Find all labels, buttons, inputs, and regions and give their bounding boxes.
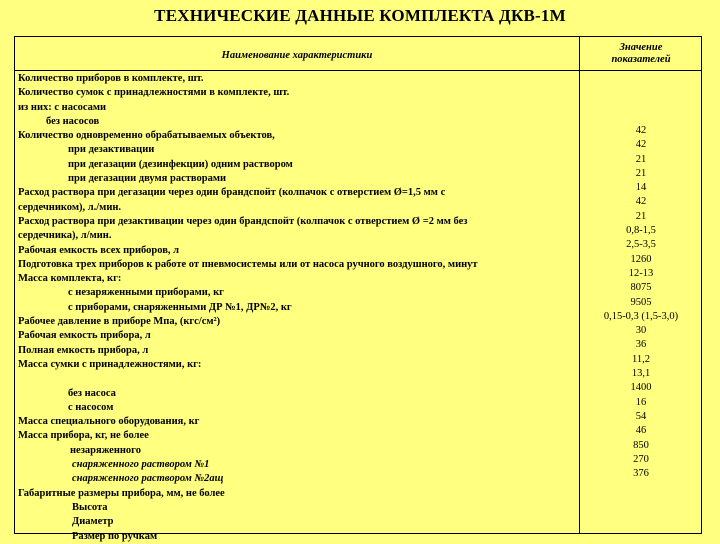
characteristic-line: Размер по ручкам bbox=[72, 530, 158, 542]
characteristic-line: без насосов bbox=[46, 115, 100, 127]
value-cell: 2,5-3,5 bbox=[626, 239, 656, 251]
characteristic-line: снаряженного раствором №2ащ bbox=[72, 473, 224, 485]
value-cell: 9505 bbox=[630, 296, 652, 308]
value-cell: 21 bbox=[635, 167, 647, 179]
header-value-line2: показателей bbox=[611, 54, 671, 65]
characteristic-line: Диаметр bbox=[72, 516, 114, 528]
value-cell: 42 bbox=[635, 139, 647, 151]
characteristic-line: Масса специального оборудования, кг bbox=[18, 416, 200, 428]
value-cell: 46 bbox=[635, 425, 647, 437]
value-cell: 21 bbox=[635, 153, 647, 165]
characteristic-line: с незаряженными приборами, кг bbox=[68, 287, 224, 299]
characteristic-line: Габаритные размеры прибора, мм, не более bbox=[18, 487, 225, 499]
characteristic-line: Масса прибора, кг, не более bbox=[18, 430, 149, 442]
value-cell: 1400 bbox=[630, 382, 652, 394]
characteristic-line: при дегазации (дезинфекции) одним раствором bbox=[68, 158, 293, 170]
characteristic-line: Высота bbox=[72, 501, 108, 513]
characteristic-line: Количество сумок с принадлежностями в комплекте, шт. bbox=[18, 87, 290, 99]
characteristic-line: Расход раствора при дегазации через один брандспойт (колпачок с отверстием Ø=1,5 мм с bbox=[18, 187, 446, 199]
value-cell: 21 bbox=[635, 210, 647, 222]
characteristic-line: Подготовка трех приборов к работе от пневмосистемы или от насоса ручного воздушного, минут bbox=[18, 258, 478, 270]
characteristic-line: сердечника), л/мин. bbox=[18, 230, 112, 242]
characteristic-line: Количество приборов в комплекте, шт. bbox=[18, 73, 204, 84]
characteristic-line: при дегазации двумя растворами bbox=[68, 173, 227, 185]
value-cell: 1260 bbox=[630, 253, 652, 265]
value-cell: 54 bbox=[635, 410, 647, 422]
header-divider bbox=[15, 70, 701, 71]
value-cell: 42 bbox=[635, 196, 647, 208]
characteristic-line: Масса сумки с принадлежностями, кг: bbox=[18, 358, 202, 370]
header-characteristic: Наименование характеристики bbox=[221, 50, 373, 61]
header-value-line1: Значение bbox=[619, 42, 663, 53]
characteristic-line: Расход раствора при дезактивации через один брандспойт (колпачок с отверстием Ø =2 мм без bbox=[18, 215, 468, 227]
characteristic-line: с насосом bbox=[68, 401, 114, 413]
value-cell: 30 bbox=[635, 325, 647, 337]
characteristic-line bbox=[18, 372, 576, 386]
characteristic-line: без насоса bbox=[68, 387, 116, 399]
characteristic-line: сердечником), л./мин. bbox=[18, 201, 122, 213]
characteristic-line: Полная емкость прибора, л bbox=[18, 344, 149, 356]
page-title: ТЕХНИЧЕСКИЕ ДАННЫЕ КОМПЛЕКТА ДКВ-1М bbox=[154, 6, 566, 25]
characteristic-line: снаряженного раствором №1 bbox=[72, 459, 210, 471]
characteristic-line: Рабочее давление в приборе Мпа, (кгс/см²) bbox=[18, 316, 221, 328]
characteristic-line: при дезактивации bbox=[68, 144, 155, 156]
characteristic-line: Количество одновременно обрабатываемых объектов, bbox=[18, 130, 275, 142]
value-cell: 13,1 bbox=[631, 368, 651, 380]
characteristic-line: Рабочая емкость прибора, л bbox=[18, 330, 151, 342]
value-cell: 8075 bbox=[630, 282, 652, 294]
characteristic-line: Масса комплекта, кг: bbox=[18, 273, 122, 285]
characteristic-line: Рабочая емкость всех приборов, л bbox=[18, 244, 180, 256]
characteristic-line: с приборами, снаряженными ДР №1, ДР№2, кг bbox=[68, 301, 292, 313]
value-cell: 0,15-0,3 (1,5-3,0) bbox=[603, 310, 679, 322]
characteristics-column bbox=[18, 72, 576, 544]
value-cell: 14 bbox=[635, 182, 647, 194]
value-cell: 850 bbox=[633, 439, 649, 451]
characteristic-line: из них: с насосами bbox=[18, 101, 107, 113]
value-cell: 12-13 bbox=[628, 267, 654, 279]
header-value bbox=[580, 42, 702, 66]
values-column bbox=[580, 124, 702, 481]
value-cell: 42 bbox=[635, 125, 647, 136]
value-cell: 270 bbox=[633, 453, 649, 465]
value-cell: 16 bbox=[635, 396, 647, 408]
specs-table bbox=[14, 36, 702, 542]
value-cell: 11,2 bbox=[632, 353, 650, 365]
characteristic-line: незаряженного bbox=[70, 444, 141, 456]
value-cell: 36 bbox=[635, 339, 647, 351]
value-cell: 376 bbox=[633, 468, 649, 480]
value-cell: 0,8-1,5 bbox=[626, 225, 656, 237]
